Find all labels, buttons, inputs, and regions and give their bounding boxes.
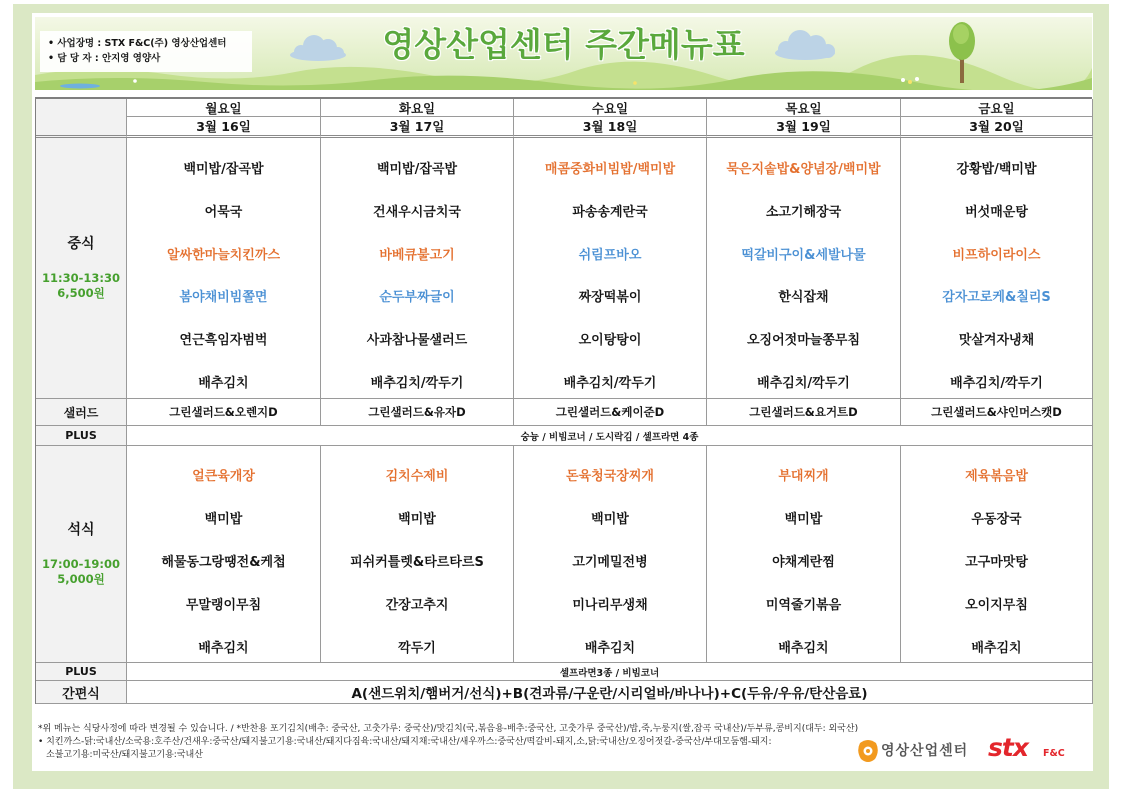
- lunch-menu-item: 오징어젓마늘쫑무침: [746, 333, 861, 349]
- lunch-menu-item: 배추김치/깍두기: [757, 375, 850, 391]
- simple-meal-label: 간편식: [36, 681, 127, 704]
- lunch-menu-item: 순두부짜글이: [379, 290, 455, 306]
- lunch-menu-item: 배추김치/깍두기: [950, 375, 1043, 391]
- dinner-menu-item: 배추김치: [971, 641, 1022, 656]
- date-header-wed: 3월 18일: [514, 117, 707, 138]
- day-header-thu: 목요일: [707, 99, 901, 117]
- lunch-cell-tue: [321, 138, 514, 399]
- dinner-menu-item: 미역줄기볶음: [765, 598, 842, 613]
- simple-meal-text: A(샌드위치/햄버거/선식)+B(견과류/구운란/시리얼바/바나나)+C(두유/우유/탄산음료): [127, 681, 1093, 704]
- salad-tue: 그린샐러드&유자D: [321, 399, 514, 426]
- dinner-menu-item: 백미밥: [204, 512, 243, 527]
- dinner-menu-item: 배추김치: [584, 641, 636, 656]
- dinner-menu-item: 김치수제비: [385, 469, 449, 484]
- lunch-menu-item: 사과참나물샐러드: [366, 333, 468, 349]
- header-corner-cell: [36, 99, 127, 138]
- lunch-menu-item: 매콤중화비빔밥/백미밥: [544, 162, 676, 177]
- dinner-menu-item: 무말랭이무침: [185, 598, 262, 613]
- dinner-menu-item: 오이지무침: [965, 598, 1028, 613]
- dinner-cell-wed: [514, 446, 707, 663]
- date-header-fri: 3월 20일: [901, 117, 1093, 138]
- lunch-menu-item: 묵은지솥밥&양념장/백미밥: [726, 162, 881, 177]
- fc-logo-text: F&C: [1043, 748, 1065, 759]
- dinner-menu-item: 백미밥: [398, 512, 436, 527]
- lunch-menu-item: 어묵국: [204, 204, 243, 220]
- dinner-menu-item: 배추김치: [778, 641, 829, 656]
- dinner-menu-item: 고구마맛탕: [965, 555, 1028, 570]
- dinner-price: 5,000원: [57, 571, 105, 586]
- dinner-menu-item: 깍두기: [398, 641, 436, 656]
- lunch-menu-item: 파송송계란국: [572, 204, 648, 220]
- dinner-menu-item: 간장고추지: [385, 598, 449, 613]
- plus-text-lunch: 숭늉 / 비빔코너 / 도시락김 / 셀프라면 4종: [127, 426, 1093, 446]
- lunch-cell-thu: [707, 138, 901, 399]
- lunch-menu-item: 감자고로케&칠리S: [942, 290, 1051, 306]
- manager-name: • 담 당 자 : 안지영 영양사: [48, 53, 161, 64]
- lunch-menu-item: 짜장떡볶이: [578, 290, 642, 306]
- footer-logos: [853, 733, 1078, 764]
- lunch-label-cell: [36, 138, 127, 399]
- lunch-menu-item: 오이탕탕이: [578, 333, 642, 349]
- lunch-menu-item: 백미밥/잡곡밥: [183, 162, 264, 177]
- lunch-menu-item: 맛살겨자냉채: [958, 333, 1035, 349]
- dinner-menu-item: 해물동그랑땡전&케첩: [161, 555, 286, 570]
- plus-label-dinner: PLUS: [36, 663, 127, 681]
- lunch-menu-item: 소고기해장국: [765, 204, 842, 220]
- yeongsang-logo-icon: [857, 739, 879, 763]
- lunch-cell-wed: [514, 138, 707, 399]
- date-header-tue: 3월 17일: [321, 117, 514, 138]
- yeongsang-logo-text: 영상산업센터: [881, 743, 969, 759]
- day-header-fri: 금요일: [901, 99, 1093, 117]
- dinner-menu-item: 피쉬커틀렛&타르타르S: [350, 555, 484, 570]
- dinner-label-cell: [36, 446, 127, 663]
- dinner-cell-tue: [321, 446, 514, 663]
- footer-note: • 치킨까스-닭:국내산/소국용:호주산/건새우:중국산/돼지불고기용:국내산/돼지다짐육:국내산/돼지채:국내산/새우까스:중국산/떡갈비-돼지,소,닭:국내산/오징어젓갈-중국산/부대모둠햄-돼지:: [38, 737, 772, 747]
- dinner-menu-item: 고기메밀전병: [572, 555, 648, 570]
- date-header-thu: 3월 19일: [707, 117, 901, 138]
- lunch-menu-item: 봄야채비빔쫄면: [179, 290, 268, 306]
- dinner-menu-item: 야채계란찜: [772, 555, 835, 570]
- dinner-cell-fri: [901, 446, 1093, 663]
- dinner-menu-item: 돈육청국장찌개: [566, 469, 654, 484]
- lunch-menu-item: 건새우시금치국: [373, 204, 461, 220]
- lunch-menu-item: 백미밥/잡곡밥: [376, 162, 458, 177]
- header-banner: [35, 17, 1092, 90]
- plus-label-lunch: PLUS: [36, 426, 127, 446]
- lunch-menu-item: 배추김치/깍두기: [563, 375, 657, 391]
- page-title: 영상산업센터 주간메뉴표: [382, 25, 745, 64]
- dinner-label: 석식: [67, 521, 95, 538]
- lunch-menu-item: 배추김치/깍두기: [370, 375, 464, 391]
- lunch-label: 중식: [67, 235, 95, 252]
- dinner-menu-item: 부대찌개: [778, 469, 829, 484]
- lunch-time: 11:30-13:30: [42, 270, 120, 285]
- dinner-cell-mon: [127, 446, 321, 663]
- footer-note: 소불고기용:미국산/돼지불고기용:국내산: [46, 750, 203, 760]
- lunch-menu-item: 알싸한마늘치킨까스: [166, 247, 281, 263]
- lunch-menu-item: 떡갈비구이&세발나물: [741, 247, 866, 263]
- lunch-cell-mon: [127, 138, 321, 399]
- lunch-menu-item: 바베큐불고기: [379, 247, 455, 263]
- dinner-menu-item: 배추김치: [198, 641, 249, 656]
- dinner-time: 17:00-19:00: [42, 556, 120, 571]
- dinner-menu-item: 우동장국: [971, 512, 1022, 527]
- dinner-cell-thu: [707, 446, 901, 663]
- pond-decoration: [60, 84, 100, 89]
- day-header-wed: 수요일: [514, 99, 707, 117]
- salad-thu: 그린샐러드&요거트D: [707, 399, 901, 426]
- lunch-menu-item: 버섯매운탕: [965, 204, 1028, 220]
- lunch-price: 6,500원: [57, 285, 105, 300]
- lunch-menu-item: 배추김치: [198, 375, 249, 391]
- salad-label: 샐러드: [36, 399, 127, 426]
- dinner-menu-item: 미나리무생채: [572, 598, 648, 613]
- footer-note: *위 메뉴는 식당사정에 따라 변경될 수 있습니다. / *반찬용 포기김치(배추: 중국산, 고춧가루: 중국산)/맛김치(국,볶음용-배추:중국산, 고춧가루 중국산)/밥,죽,누룽지(쌀,잡곡 국내산)/두부류,콩비지(대두: 외국산): [38, 724, 859, 734]
- salad-mon: 그린샐러드&오렌지D: [127, 399, 321, 426]
- dinner-menu-item: 얼큰육개장: [192, 469, 255, 484]
- lunch-cell-fri: [901, 138, 1093, 399]
- salad-fri: 그린샐러드&샤인머스캣D: [901, 399, 1093, 426]
- salad-wed: 그린샐러드&케이준D: [514, 399, 707, 426]
- lunch-menu-item: 연근흑임자범벅: [179, 333, 268, 349]
- plus-text-dinner: 셀프라면3종 / 비빔코너: [127, 663, 1093, 681]
- lunch-menu-item: 강황밥/백미밥: [956, 162, 1037, 177]
- stx-logo: stx: [988, 733, 1028, 762]
- dinner-menu-item: 백미밥: [591, 512, 629, 527]
- lunch-menu-item: 한식잡채: [778, 290, 829, 306]
- lunch-menu-item: 비프하이라이스: [952, 247, 1041, 263]
- date-header-mon: 3월 16일: [127, 117, 321, 138]
- dinner-menu-item: 제육볶음밥: [965, 469, 1028, 484]
- day-header-mon: 월요일: [127, 99, 321, 117]
- dinner-menu-item: 백미밥: [784, 512, 823, 527]
- weekly-menu-table: [35, 97, 1092, 704]
- day-header-tue: 화요일: [321, 99, 514, 117]
- workplace-name: • 사업장명 : STX F&C(주) 영상산업센터: [48, 38, 227, 49]
- lunch-menu-item: 쉬림프바오: [578, 247, 642, 263]
